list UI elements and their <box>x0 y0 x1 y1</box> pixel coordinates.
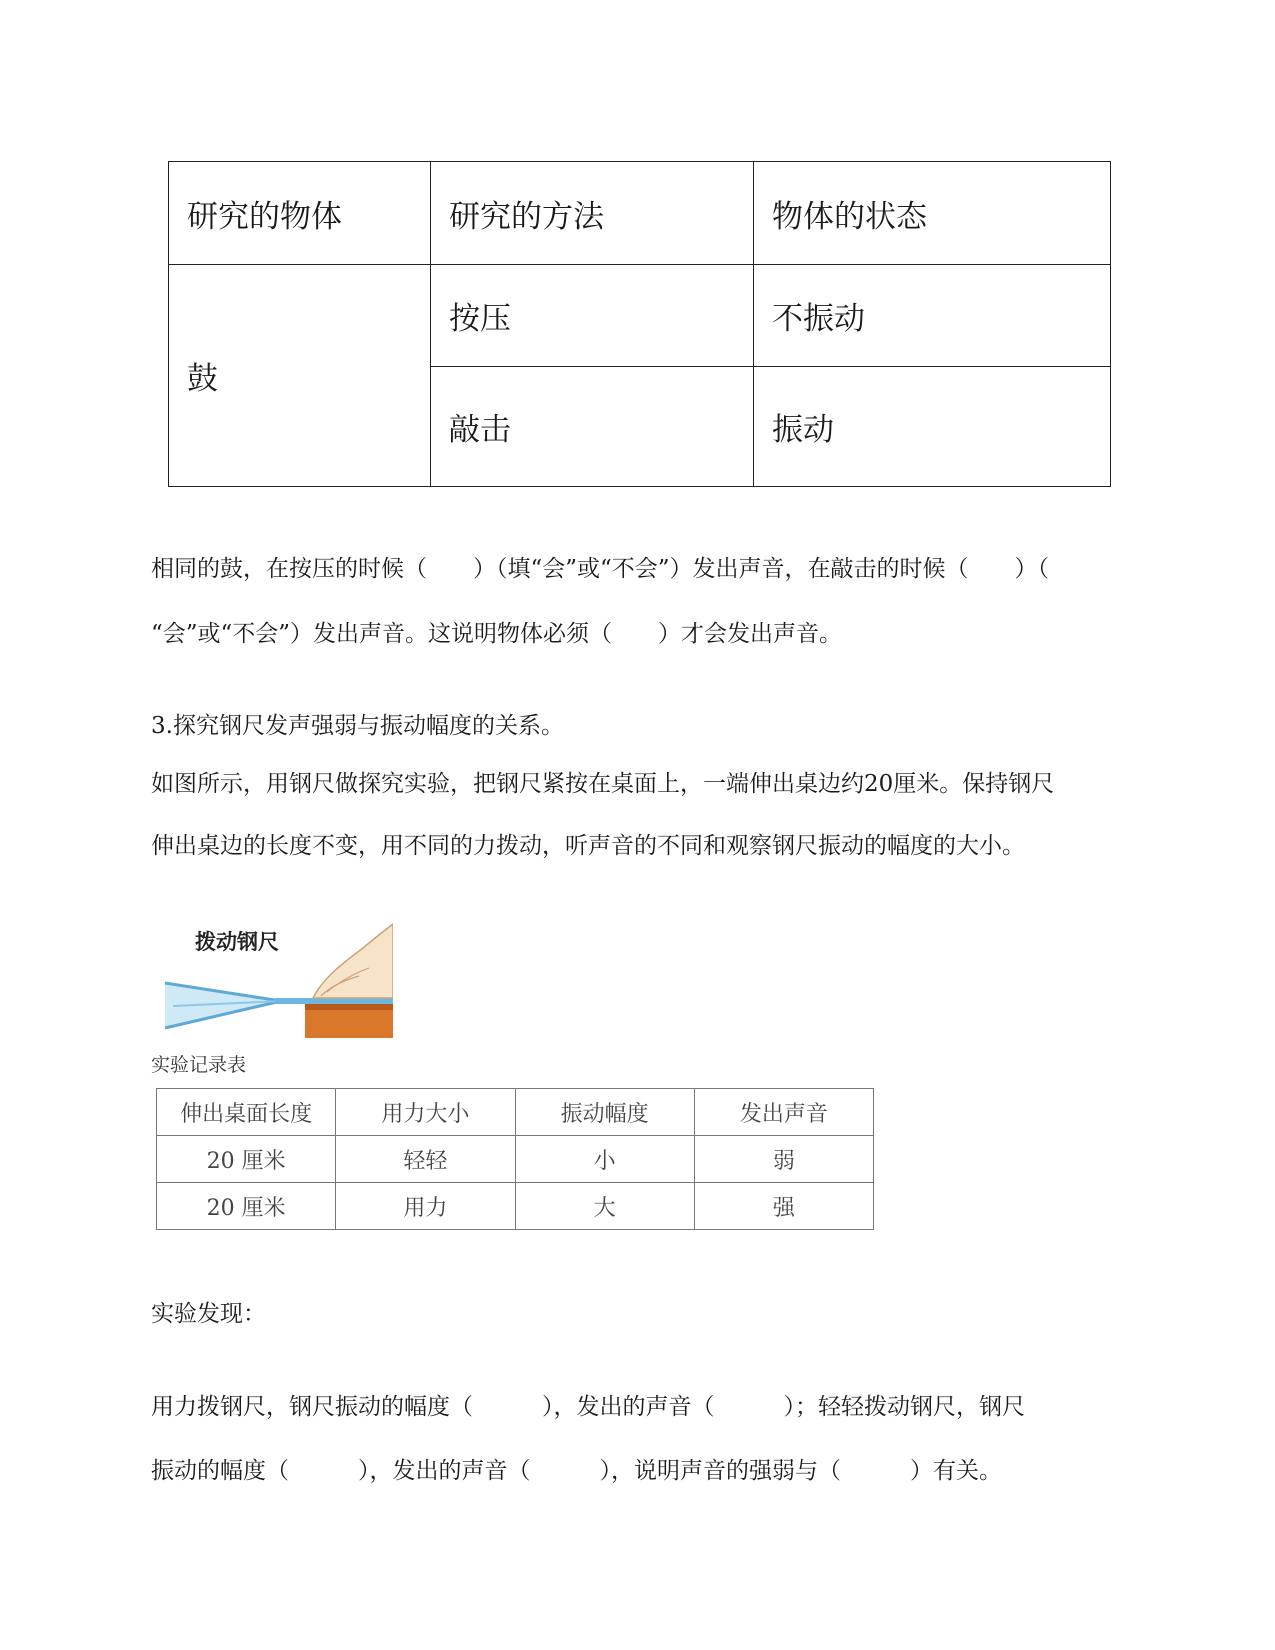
state-cell: 不振动 <box>754 265 1111 367</box>
header-length: 伸出桌面长度 <box>157 1089 336 1136</box>
findings-line-1: 用力拨钢尺，钢尺振动的幅度（ ），发出的声音（ ）；轻轻拨动钢尺，钢尺 <box>151 1394 1025 1420</box>
header-force: 用力大小 <box>336 1089 515 1136</box>
object-cell: 鼓 <box>169 265 431 487</box>
amplitude-cell: 小 <box>515 1136 694 1183</box>
findings-line-2: 振动的幅度（ ），发出的声音（ ），说明声音的强弱与（ ）有关。 <box>151 1458 1002 1484</box>
amplitude-cell: 大 <box>515 1183 694 1230</box>
method-cell: 按压 <box>431 265 754 367</box>
length-cell: 20 厘米 <box>157 1183 336 1230</box>
section-title: 3.探究钢尺发声强弱与振动幅度的关系。 <box>151 713 564 739</box>
header-method: 研究的方法 <box>431 162 754 265</box>
force-cell: 轻轻 <box>336 1136 515 1183</box>
findings-label: 实验发现： <box>151 1301 266 1327</box>
figure-label: 拨动钢尺 <box>195 930 279 954</box>
table-header-row <box>157 1089 874 1136</box>
intro-line-1: 如图所示，用钢尺做探究实验，把钢尺紧按在桌面上，一端伸出桌边约20厘米。保持钢尺 <box>151 771 1055 797</box>
experiment-record-table <box>156 1088 874 1230</box>
drum-observation-table <box>168 161 1111 487</box>
question-line-1: 相同的鼓，在按压的时候（ ）（填“会”或“不会”）发出声音，在敲击的时候（ ）（ <box>151 556 1050 582</box>
method-cell: 敲击 <box>431 367 754 487</box>
table-row <box>169 265 1111 367</box>
table-row <box>157 1183 874 1230</box>
table-row <box>157 1136 874 1183</box>
sound-cell: 强 <box>694 1183 873 1230</box>
force-cell: 用力 <box>336 1183 515 1230</box>
table-header-row <box>169 162 1111 265</box>
question-line-2: “会”或“不会”）发出声音。这说明物体必须（ ）才会发出声音。 <box>151 621 843 647</box>
header-amplitude: 振动幅度 <box>515 1089 694 1136</box>
header-object: 研究的物体 <box>169 162 431 265</box>
header-sound: 发出声音 <box>694 1089 873 1136</box>
ruler-plucking-illustration <box>163 918 393 1038</box>
figure-caption: 实验记录表 <box>151 1054 247 1076</box>
state-cell: 振动 <box>754 367 1111 487</box>
sound-cell: 弱 <box>694 1136 873 1183</box>
header-state: 物体的状态 <box>754 162 1111 265</box>
intro-line-2: 伸出桌边的长度不变，用不同的力拨动，听声音的不同和观察钢尺振动的幅度的大小。 <box>151 833 1025 859</box>
length-cell: 20 厘米 <box>157 1136 336 1183</box>
